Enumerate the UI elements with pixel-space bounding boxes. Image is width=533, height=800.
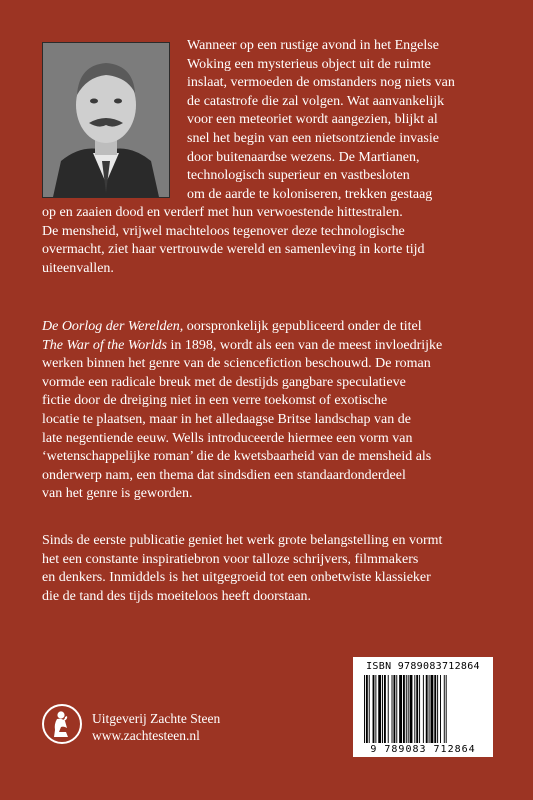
publisher-logo: [42, 704, 82, 744]
thinker-logo-icon: [44, 706, 80, 742]
barcode-bar: [423, 675, 424, 743]
barcode-bar: [373, 675, 375, 743]
blurb-paragraph-1-bottom: [42, 204, 493, 278]
blurb-line: Woking een mysterieus object uit de ruimte: [187, 56, 431, 72]
barcode-bar: [406, 675, 407, 743]
blurb-paragraph-1-top: [187, 37, 493, 204]
blurb-line: op en zaaien dood en verderf met hun verwoestende hittestralen.: [42, 205, 403, 220]
blurb-line: snel het begin van een nietsontziende invasie: [187, 130, 439, 146]
barcode-bar: [429, 675, 430, 743]
blurb-line: late negentiende eeuw. Wells introduceerde hiermee een vorm van: [42, 430, 413, 446]
barcode-bar: [396, 675, 397, 743]
isbn-label: ISBN 9789083712864: [366, 661, 480, 672]
blurb-line: de catastrofe die zal volgen. Wat aanvankelijk: [187, 93, 445, 109]
barcode-bar: [382, 675, 383, 743]
blurb-paragraph-2: [42, 318, 493, 504]
barcode-bar: [393, 675, 395, 743]
blurb-line: technologisch superieur en vastbesloten: [187, 168, 410, 184]
barcode-bar: [444, 675, 445, 743]
blurb-line-with-title: [42, 337, 493, 356]
barcode-bar: [426, 675, 428, 743]
barcode-bar: [434, 675, 436, 743]
blurb-line: locatie te plaatsen, maar in het alledaagse Britse landschap van de: [42, 411, 411, 427]
blurb-line: door buitenaardse wezens. De Martianen,: [187, 149, 420, 165]
blurb-line: ‘wetenschappelijke roman’ die de kwetsbaarheid van de mensheid als: [42, 449, 432, 465]
portrait-photo-icon: [43, 43, 169, 197]
barcode-bar: [446, 675, 447, 743]
publisher-info: [92, 710, 220, 744]
barcode-bar: [375, 675, 376, 743]
blurb-line: inslaat, vermoeden de omstanders nog niets van: [187, 75, 455, 91]
blurb-line: overmacht, ziet haar vertrouwde wereld en samenleving in korte tijd: [42, 242, 425, 258]
author-portrait: [42, 42, 170, 198]
blurb-line: Wanneer op een rustige avond in het Engelse: [187, 38, 439, 53]
barcode-bar: [369, 675, 370, 743]
blurb-line: werken binnen het genre van de sciencefiction beschouwd. De roman: [42, 356, 431, 372]
barcode-bar: [403, 675, 405, 743]
barcode-bar: [366, 675, 368, 743]
blurb-text: in 1898, wordt als een van de meest invloedrijke: [166, 337, 443, 353]
blurb-line: vormde een radicale breuk met de destijds gangbare speculatieve: [42, 374, 406, 390]
publisher-name: Uitgeverij Zachte Steen: [92, 711, 221, 726]
barcode-bar: [440, 675, 441, 743]
blurb-line: die de tand des tijds moeiteloos heeft doorstaan.: [42, 588, 312, 604]
blurb-line: het een constante inspiratiebron voor talloze schrijvers, filmmakers: [42, 551, 419, 567]
book-title-dutch: De Oorlog der Werelden,: [42, 319, 184, 334]
barcode-bar: [416, 675, 418, 743]
blurb-line: uiteenvallen.: [42, 260, 114, 276]
blurb-line: onderwerp nam, een thema dat sindsdien een standaardonderdeel: [42, 467, 406, 483]
blurb-line: Sinds de eerste publicatie geniet het werk grote belangstelling en vormt: [42, 533, 443, 548]
barcode-bar: [384, 675, 386, 743]
blurb-line: om de aarde te koloniseren, trekken gestaag: [187, 186, 433, 202]
blurb-line: De mensheid, vrijwel machteloos tegenover deze technologische: [42, 223, 405, 239]
publisher-website: www.zachtesteen.nl: [92, 728, 200, 743]
blurb-line: voor een meteoriet wordt aangezien, blijkt al: [187, 112, 438, 128]
barcode-bars-icon: [362, 675, 484, 743]
barcode-bar: [408, 675, 409, 743]
barcode-bar: [378, 675, 381, 743]
barcode-bar: [414, 675, 415, 743]
barcode-bar: [399, 675, 402, 743]
barcode-digits: 9 789083 712864: [370, 744, 476, 755]
blurb-text: oorspronkelijk gepubliceerd onder de titel: [183, 319, 422, 334]
barcode-bar: [419, 675, 420, 743]
barcode-bar: [388, 675, 389, 743]
blurb-line: van het genre is geworden.: [42, 486, 193, 502]
book-title-english: The War of the Worlds: [42, 337, 167, 353]
blurb-line-with-title: [42, 318, 493, 337]
barcode-bar: [437, 675, 438, 743]
barcode-bar: [392, 675, 393, 743]
barcode-bar: [410, 675, 413, 743]
barcode-bar: [364, 675, 365, 743]
blurb-paragraph-3: [42, 532, 493, 606]
barcode-bar: [431, 675, 434, 743]
blurb-line: en denkers. Inmiddels is het uitgegroeid tot een onbetwiste klassieker: [42, 570, 431, 586]
isbn-barcode: [353, 657, 493, 757]
blurb-line: fictie door de dreiging niet in een verre toekomst of exotische: [42, 393, 388, 409]
